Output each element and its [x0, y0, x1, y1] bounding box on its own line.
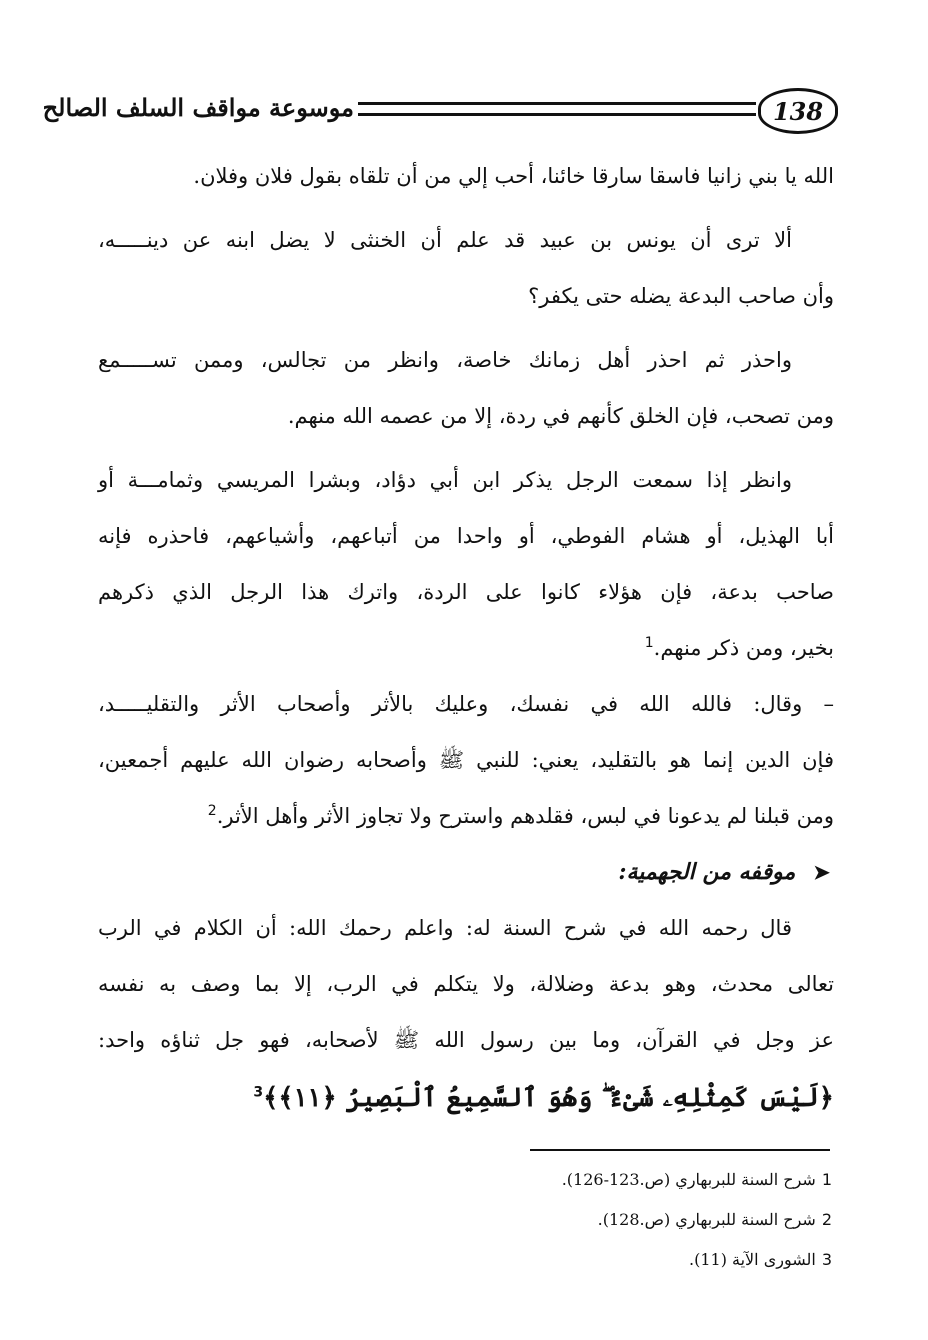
arrow-icon: ➤: [813, 860, 830, 884]
footnotes: [380, 1160, 832, 1280]
text-line: وأن صاحب البدعة يضله حتى يكفر؟: [528, 284, 834, 308]
quran-verse: ﴿لَيْسَ كَمِثْلِهِۦ شَىْءٌ ۖ وَهُوَ ٱلسَّمِيعُ ٱلْبَصِيرُ ﴿١١﴾﴾: [263, 1083, 834, 1113]
quran-verse-line: [98, 1068, 834, 1128]
text-span: بخير، ومن ذكر منهم.: [653, 636, 834, 660]
text-line: ألا ترى أن يونس بن عبيد قد علم أن الخنثى لا يضل ابنه عن دينـــــه،: [98, 228, 792, 252]
header-rule: [358, 102, 756, 116]
footnote-text: شرح السنة للبربهاري (ص.123-126).: [561, 1170, 816, 1189]
section-heading: [98, 844, 834, 900]
text-line: واحذر ثم احذر أهل زمانك خاصة، وانظر من تجالس، وممن تســـــمع: [98, 348, 792, 372]
text-line: الله يا بني زانيا فاسقا سارقا خائنا، أحب إلي من أن تلقاه بقول فلان وفلان.: [193, 164, 834, 188]
text-line: ومن تصحب، فإن الخلق كأنهم في ردة، إلا من عصمه الله منهم.: [287, 404, 834, 428]
text-line: وانظر إذا سمعت الرجل يذكر ابن أبي دؤاد، وبشرا المريسي وثمامـــة أو: [98, 468, 792, 492]
text-line: – وقال: فالله الله في نفسك، وعليك بالأثر وأصحاب الأثر والتقليـــــد،: [98, 692, 834, 716]
footnote-text: الشورى الآية (11).: [689, 1250, 816, 1269]
footnote-text: شرح السنة للبربهاري (ص.128).: [597, 1210, 816, 1229]
footnote-ref-2[interactable]: 2: [207, 803, 217, 819]
page-header: [42, 84, 838, 138]
text-line-with-footnote: [98, 620, 834, 676]
text-line: تعالى محدث، وهو بدعة وضلالة، ولا يتكلم في الرب، إلا بما وصف به نفسه: [98, 972, 834, 996]
footnote-number: 2: [821, 1210, 832, 1229]
footnote-separator: [530, 1149, 830, 1151]
heading-text: موقفه من الجهمية:: [618, 859, 796, 885]
footnote-number: 3: [821, 1250, 832, 1269]
footnote-ref-3[interactable]: 3: [253, 1084, 264, 1101]
text-line: أبا الهذيل، أو هشام الفوطي، أو واحدا من أتباعهم، وأشياعهم، فاحذره فإنه: [98, 524, 834, 548]
text-line: قال رحمه الله في شرح السنة له: واعلم رحمك الله: أن الكلام في الرب: [98, 916, 792, 940]
book-title: موسوعة مواقف السلف الصالح: [42, 93, 354, 122]
text-span: ومن قبلنا لم يدعونا في لبس، فقلدهم واسترح ولا تجاوز الأثر وأهل الأثر.: [216, 804, 834, 828]
footnote-item: [380, 1200, 832, 1240]
text-line-with-footnote: [98, 788, 834, 844]
footnote-ref-1[interactable]: 1: [644, 635, 654, 651]
text-line: صاحب بدعة، فإن هؤلاء كانوا على الردة، واترك هذا الرجل الذي ذكرهم: [98, 580, 834, 604]
footnote-item: [380, 1160, 832, 1200]
footnote-item: [380, 1240, 832, 1280]
text-line: عز وجل في القرآن، وما بين رسول الله ﷺ لأصحابه، فهو جل ثناؤه واحد:: [98, 1028, 834, 1052]
footnote-number: 1: [821, 1170, 832, 1189]
page-number: 138: [758, 88, 838, 134]
main-text: [98, 148, 834, 1128]
text-line: فإن الدين إنما هو بالتقليد، يعني: للنبي ﷺ وأصحابه رضوان الله عليهم أجمعين،: [98, 748, 834, 772]
